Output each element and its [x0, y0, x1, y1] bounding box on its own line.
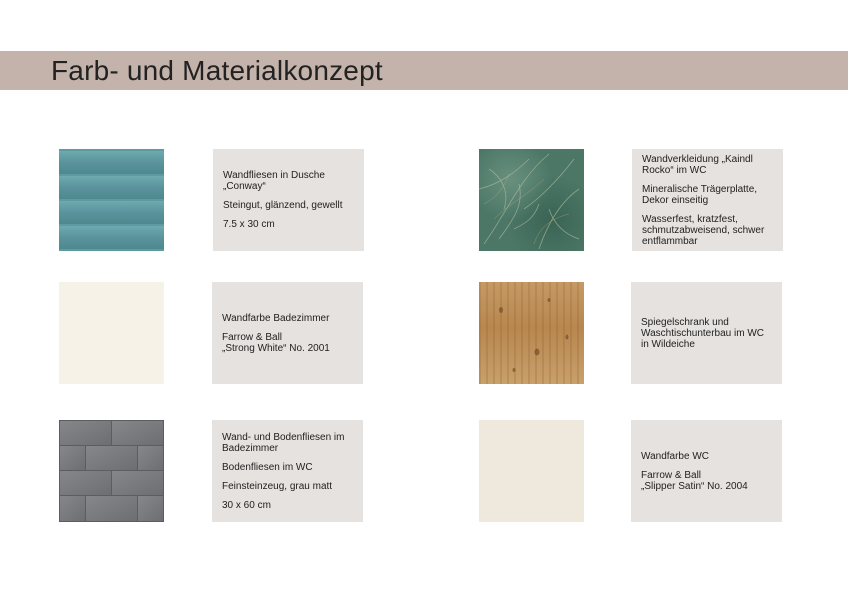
material-card-mirror-cabinet — [631, 282, 782, 384]
card-line: Bodenfliesen im WC — [222, 461, 313, 473]
material-card-wc-paint — [631, 420, 782, 522]
wood-knots — [479, 282, 584, 384]
green-leaf-panel-swatch — [479, 149, 584, 251]
card-line: Mineralische Trägerplatte, Dekor einseitig — [642, 183, 758, 206]
material-card-floor-tiles — [212, 420, 363, 522]
material-card-shower-tiles — [213, 149, 364, 251]
card-line: Steingut, glänzend, gewellt — [223, 200, 343, 211]
oak-wood-swatch — [479, 282, 584, 384]
card-line: Wasserfest, kratzfest, schmutzabweisend, schwer entflammbar — [642, 213, 765, 247]
card-line: Feinsteinzeug, grau matt — [222, 480, 333, 492]
white-paint-swatch — [59, 282, 164, 384]
grey-stone-tile-swatch — [59, 420, 164, 522]
material-card-bathroom-paint — [212, 282, 363, 384]
card-line: Wandfliesen in Dusche „Conway“ — [223, 170, 325, 192]
card-line: Farrow & Ball „Strong White“ No. 2001 — [222, 331, 330, 354]
material-card-wc-wall-panel — [632, 149, 783, 251]
grey-tile-pattern — [59, 420, 164, 522]
card-line: Wandverkleidung „Kaindl Rocko“ im WC — [642, 153, 753, 176]
card-line: Wand- und Bodenfliesen im Badezimmer — [222, 431, 345, 454]
card-line: Wandfarbe WC — [641, 450, 709, 462]
card-line: Spiegelschrank und Waschtischunterbau im WC in Wildeiche — [641, 316, 764, 350]
card-line: Farrow & Ball „Slipper Satin“ No. 2004 — [641, 469, 748, 492]
card-line: Wandfarbe Badezimmer — [222, 312, 330, 324]
blue-glazed-tile-swatch — [59, 149, 164, 251]
satin-paint-swatch — [479, 420, 584, 522]
card-line: 30 x 60 cm — [222, 499, 271, 511]
page-title: Farb- und Materialkonzept — [51, 55, 383, 86]
leaf-pattern — [479, 149, 584, 251]
card-line: 7.5 x 30 cm — [223, 219, 275, 230]
